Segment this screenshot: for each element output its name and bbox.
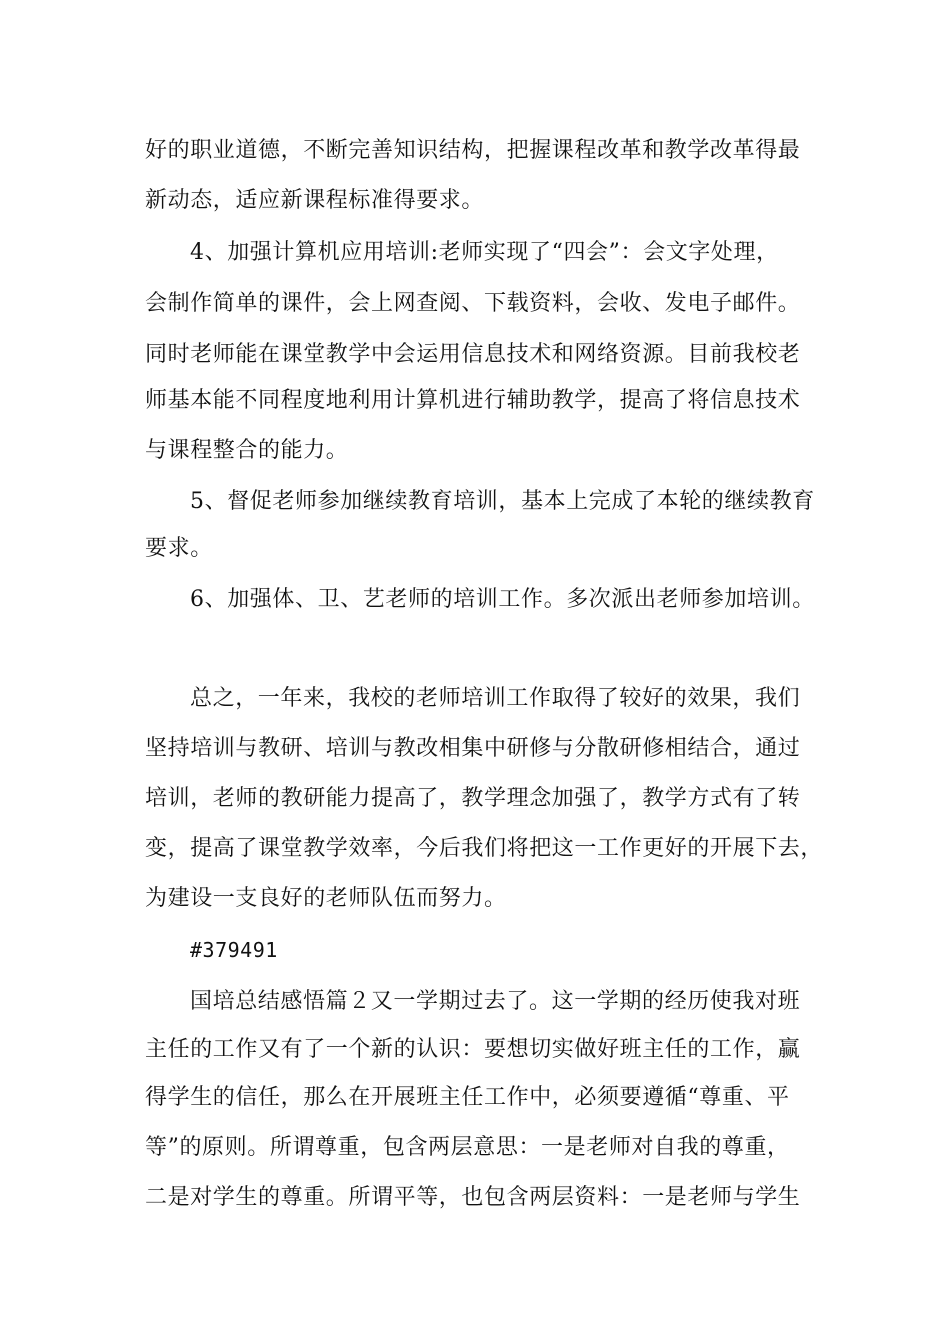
paragraph-start-line: 国培总结感悟篇２又一学期过去了。这一学期的经历使我对班 bbox=[190, 989, 801, 1014]
paragraph-start-line: 总之，一年来，我校的老师培训工作取得了较好的效果，我们 bbox=[190, 686, 801, 711]
body-text-line: 与课程整合的能力。 bbox=[145, 438, 349, 463]
body-text-line: 为建设一支良好的老师队伍而努力。 bbox=[145, 886, 507, 911]
body-text-line: 新动态，适应新课程标准得要求。 bbox=[145, 188, 485, 213]
body-text-line: 培训，老师的教研能力提高了，教学理念加强了，教学方式有了转 bbox=[145, 786, 801, 811]
body-text-line: 会制作简单的课件，会上网查阅、下载资料，会收、发电子邮件。 bbox=[145, 291, 801, 316]
body-text-line: 变，提高了课堂教学效率，今后我们将把这一工作更好的开展下去， bbox=[145, 836, 824, 861]
document-id-tag: #379491 bbox=[190, 938, 278, 962]
paragraph-start-line: 5、督促老师参加继续教育培训，基本上完成了本轮的继续教育 bbox=[190, 489, 815, 514]
body-text-line: 二是对学生的尊重。所谓平等，也包含两层资料：一是老师与学生 bbox=[145, 1185, 801, 1210]
body-text-line: 主任的工作又有了一个新的认识：要想切实做好班主任的工作，赢 bbox=[145, 1037, 801, 1062]
body-text-line: 好的职业道德，不断完善知识结构，把握课程改革和教学改革得最 bbox=[145, 138, 801, 163]
body-text-line: 等”的原则。所谓尊重，包含两层意思：一是老师对自我的尊重， bbox=[145, 1135, 790, 1160]
body-text-line: 师基本能不同程度地利用计算机进行辅助教学，提高了将信息技术 bbox=[145, 388, 801, 413]
body-text-line: 要求。 bbox=[145, 536, 213, 561]
paragraph-start-line: 6、加强体、卫、艺老师的培训工作。多次派出老师参加培训。 bbox=[190, 587, 815, 612]
body-text-line: 坚持培训与教研、培训与教改相集中研修与分散研修相结合，通过 bbox=[145, 736, 801, 761]
body-text-line: 同时老师能在课堂教学中会运用信息技术和网络资源。目前我校老 bbox=[145, 342, 801, 367]
paragraph-start-line: 4、加强计算机应用培训:老师实现了“四会”：会文字处理， bbox=[190, 240, 779, 265]
body-text-line: 得学生的信任，那么在开展班主任工作中，必须要遵循“尊重、平 bbox=[145, 1085, 790, 1110]
